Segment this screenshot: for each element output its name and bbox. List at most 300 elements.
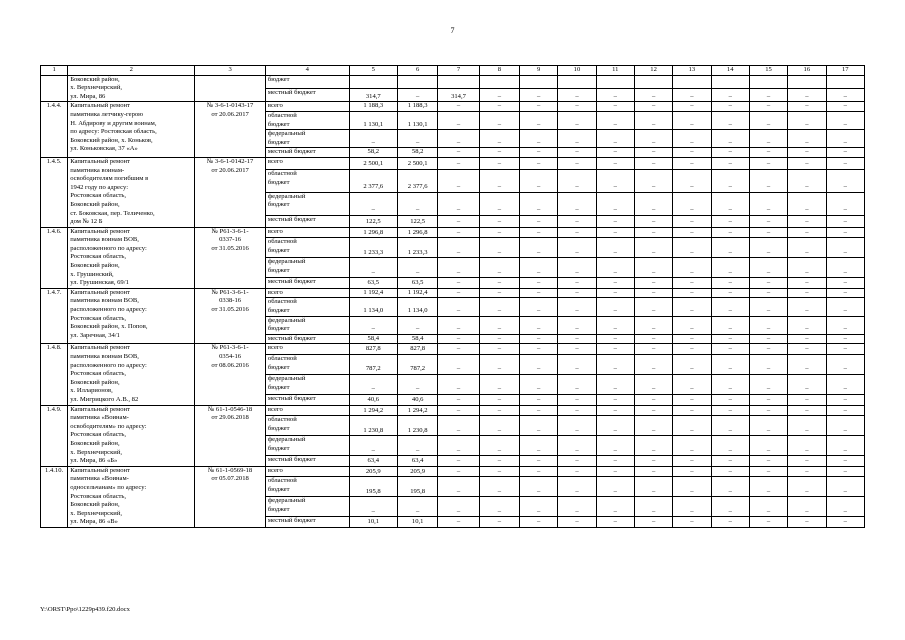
value-cell: – — [749, 227, 787, 238]
document-line: от 31.05.2016 — [211, 244, 249, 252]
document-cell — [195, 466, 266, 527]
value-cell: – — [634, 238, 672, 258]
value-cell: – — [520, 102, 558, 112]
column-number: 9 — [520, 66, 558, 76]
value-cell: – — [479, 258, 519, 278]
item-name-cell — [68, 466, 195, 527]
value-cell: – — [479, 238, 519, 258]
value-cell: – — [479, 436, 519, 456]
value-cell: 58,2 — [349, 148, 397, 158]
value-cell: – — [788, 354, 826, 374]
value-cell: – — [673, 477, 711, 497]
item-number-cell: 1.4.5. — [41, 157, 68, 227]
value-cell: – — [749, 456, 787, 467]
item-name-line: односельчанам» по адресу: — [70, 483, 147, 491]
value-cell: – — [711, 405, 749, 416]
item-name-line: по адресу: Ростовская область, — [70, 128, 157, 136]
value-cell: – — [749, 88, 787, 101]
value-cell: – — [788, 288, 826, 298]
value-cell — [398, 75, 438, 88]
document-line: 0337-16 — [219, 236, 242, 244]
page-number: 7 — [450, 26, 455, 35]
funding-source-cell — [265, 148, 349, 158]
value-cell: – — [558, 374, 596, 394]
item-name-line: Боковский район, — [70, 378, 120, 386]
value-cell: – — [826, 517, 865, 528]
value-cell: – — [479, 477, 519, 497]
value-cell: – — [520, 238, 558, 258]
value-cell: – — [558, 258, 596, 278]
value-cell: 1 134,0 — [398, 298, 438, 316]
funding-source-line: федеральный — [267, 497, 306, 505]
document-line: № 3-6-1-0142-17 — [206, 157, 254, 165]
value-cell: – — [558, 288, 596, 298]
item-number-cell: 1.4.6. — [41, 227, 68, 288]
item-name-line: расположенного по адресу: — [70, 244, 147, 252]
funding-source-line: бюджет — [267, 505, 290, 513]
table-row — [41, 466, 865, 477]
value-cell: 58,2 — [398, 148, 438, 158]
value-cell: – — [438, 102, 479, 112]
value-cell: – — [749, 111, 787, 129]
value-cell: – — [788, 278, 826, 289]
funding-source-line: бюджет — [267, 246, 290, 254]
item-name-line: Боковский район, — [70, 501, 120, 509]
funding-source-line: всего — [267, 288, 283, 296]
item-name-line: х. Верхнечирский, — [70, 509, 122, 517]
value-cell: – — [634, 227, 672, 238]
item-name-line: Боковский район, — [70, 75, 120, 83]
column-number: 1 — [41, 66, 68, 76]
item-name-line: ул. Заречная, 34/1 — [70, 331, 120, 339]
value-cell: – — [673, 456, 711, 467]
value-cell: – — [438, 278, 479, 289]
value-cell: – — [826, 316, 865, 334]
value-cell: – — [826, 88, 865, 101]
funding-source-cell — [265, 517, 349, 528]
value-cell: – — [826, 227, 865, 238]
value-cell: – — [634, 169, 672, 192]
value-cell: – — [398, 130, 438, 148]
value-cell: – — [438, 258, 479, 278]
value-cell: – — [673, 394, 711, 405]
value-cell: 205,9 — [398, 466, 438, 477]
item-name-cell — [68, 102, 195, 158]
value-cell: – — [749, 334, 787, 344]
table-row — [41, 288, 865, 298]
value-cell: – — [673, 374, 711, 394]
value-cell: – — [520, 316, 558, 334]
value-cell: – — [596, 169, 634, 192]
value-cell: – — [711, 148, 749, 158]
funding-source-cell — [265, 354, 349, 374]
item-name-line: Капитальный ремонт — [70, 227, 130, 235]
value-cell: – — [788, 394, 826, 405]
item-name-line: Ростовская область, — [70, 492, 127, 500]
value-cell: – — [788, 436, 826, 456]
value-cell: – — [673, 157, 711, 169]
document-cell — [195, 344, 266, 405]
value-cell: – — [749, 497, 787, 517]
funding-source-cell — [265, 215, 349, 227]
value-cell: – — [673, 416, 711, 436]
column-number: 4 — [265, 66, 349, 76]
value-cell — [438, 75, 479, 88]
item-name-line: Ростовская область, — [70, 253, 127, 261]
value-cell: 10,1 — [349, 517, 397, 528]
value-cell: – — [749, 130, 787, 148]
document-cell — [195, 75, 266, 102]
funding-source-line: областной — [267, 169, 297, 177]
value-cell — [711, 75, 749, 88]
value-cell: – — [749, 394, 787, 405]
value-cell: – — [479, 354, 519, 374]
item-name-line: дом № 12 Б — [70, 218, 103, 226]
value-cell: – — [826, 416, 865, 436]
funding-source-cell — [265, 111, 349, 129]
item-name-line: освободителям» по адресу: — [70, 422, 147, 430]
value-cell: – — [711, 394, 749, 405]
value-cell: – — [711, 169, 749, 192]
value-cell: 1 296,8 — [349, 227, 397, 238]
value-cell: – — [673, 130, 711, 148]
value-cell: – — [398, 192, 438, 215]
value-cell: – — [788, 192, 826, 215]
item-name-line: Н. Абдирову и другим воинам, — [70, 119, 157, 127]
funding-source-line: областной — [267, 354, 297, 362]
value-cell: – — [596, 344, 634, 355]
document-line: от 31.05.2016 — [211, 306, 249, 314]
funding-source-line: местный бюджет — [267, 456, 316, 464]
column-number: 2 — [68, 66, 195, 76]
value-cell: – — [711, 157, 749, 169]
item-name-line: памятника «Воинам- — [70, 475, 129, 483]
value-cell: – — [520, 354, 558, 374]
value-cell: – — [749, 192, 787, 215]
value-cell: – — [520, 258, 558, 278]
column-number: 10 — [558, 66, 596, 76]
value-cell: 40,6 — [398, 394, 438, 405]
value-cell: – — [558, 111, 596, 129]
value-cell — [826, 75, 865, 88]
value-cell: 1 294,2 — [349, 405, 397, 416]
value-cell: 787,2 — [349, 354, 397, 374]
value-cell — [673, 75, 711, 88]
value-cell: – — [826, 157, 865, 169]
value-cell: 2 500,1 — [398, 157, 438, 169]
value-cell: 314,7 — [438, 88, 479, 101]
value-cell: – — [634, 374, 672, 394]
value-cell: – — [788, 130, 826, 148]
item-name-line: памятника летчику-герою — [70, 110, 144, 118]
document-cell — [195, 288, 266, 344]
funding-source-line: федеральный — [267, 374, 306, 382]
value-cell: – — [398, 316, 438, 334]
value-cell: – — [826, 130, 865, 148]
value-cell: – — [634, 278, 672, 289]
value-cell: – — [438, 288, 479, 298]
value-cell: – — [826, 456, 865, 467]
value-cell: – — [349, 192, 397, 215]
column-number: 6 — [398, 66, 438, 76]
value-cell: – — [634, 416, 672, 436]
value-cell: – — [520, 169, 558, 192]
value-cell: – — [438, 157, 479, 169]
value-cell: – — [826, 192, 865, 215]
item-name-line: ул. Мира, 86 «В» — [70, 518, 118, 526]
value-cell: 195,8 — [349, 477, 397, 497]
column-number: 8 — [479, 66, 519, 76]
value-cell: – — [520, 215, 558, 227]
value-cell: – — [634, 88, 672, 101]
value-cell: – — [438, 192, 479, 215]
value-cell: – — [438, 477, 479, 497]
funding-source-cell — [265, 436, 349, 456]
value-cell: – — [596, 374, 634, 394]
value-cell: – — [596, 517, 634, 528]
item-name-line: расположенного по адресу: — [70, 361, 147, 369]
value-cell: – — [438, 405, 479, 416]
item-name-line: Боковский район, — [70, 262, 120, 270]
item-number-cell — [41, 75, 68, 102]
value-cell — [479, 75, 519, 88]
value-cell: – — [479, 88, 519, 101]
value-cell: – — [558, 436, 596, 456]
value-cell: – — [349, 436, 397, 456]
value-cell: – — [749, 258, 787, 278]
value-cell: – — [520, 416, 558, 436]
value-cell: – — [788, 334, 826, 344]
value-cell: – — [558, 192, 596, 215]
value-cell: – — [673, 148, 711, 158]
value-cell: – — [634, 215, 672, 227]
funding-source-cell — [265, 416, 349, 436]
value-cell: – — [634, 394, 672, 405]
value-cell: – — [438, 436, 479, 456]
value-cell: – — [673, 466, 711, 477]
value-cell: – — [349, 374, 397, 394]
value-cell: – — [558, 278, 596, 289]
value-cell — [788, 75, 826, 88]
value-cell: – — [673, 215, 711, 227]
value-cell: – — [673, 238, 711, 258]
funding-source-line: бюджет — [267, 266, 290, 274]
value-cell: – — [826, 344, 865, 355]
value-cell: – — [479, 466, 519, 477]
item-name-line: Ростовская область, — [70, 192, 127, 200]
value-cell: – — [634, 130, 672, 148]
value-cell: – — [826, 354, 865, 374]
document-line: № Р61-3-6-1- — [211, 344, 249, 352]
value-cell: – — [596, 354, 634, 374]
value-cell: – — [596, 192, 634, 215]
value-cell: – — [634, 334, 672, 344]
value-cell: – — [711, 130, 749, 148]
value-cell: – — [788, 238, 826, 258]
funding-source-cell — [265, 169, 349, 192]
value-cell: – — [826, 466, 865, 477]
item-name-line: 1942 году по адресу: — [70, 183, 129, 191]
value-cell: – — [596, 238, 634, 258]
value-cell: – — [596, 88, 634, 101]
value-cell: – — [711, 456, 749, 467]
value-cell: – — [788, 456, 826, 467]
value-cell: 122,5 — [349, 215, 397, 227]
value-cell: – — [826, 102, 865, 112]
value-cell: – — [596, 405, 634, 416]
value-cell: – — [349, 316, 397, 334]
value-cell: – — [596, 227, 634, 238]
value-cell: 58,4 — [398, 334, 438, 344]
value-cell: – — [826, 394, 865, 405]
funding-source-cell — [265, 334, 349, 344]
value-cell: – — [520, 405, 558, 416]
document-cell — [195, 227, 266, 288]
value-cell: – — [438, 416, 479, 436]
value-cell: – — [596, 477, 634, 497]
value-cell: – — [634, 456, 672, 467]
value-cell: – — [558, 157, 596, 169]
value-cell: 63,4 — [398, 456, 438, 467]
value-cell: 1 192,4 — [398, 288, 438, 298]
value-cell: – — [711, 334, 749, 344]
value-cell: – — [711, 215, 749, 227]
value-cell: – — [479, 394, 519, 405]
value-cell: – — [711, 374, 749, 394]
value-cell: – — [438, 497, 479, 517]
funding-source-line: бюджет — [267, 120, 290, 128]
value-cell: – — [788, 416, 826, 436]
value-cell: – — [438, 354, 479, 374]
value-cell: – — [520, 298, 558, 316]
funding-source-cell — [265, 238, 349, 258]
value-cell: – — [711, 192, 749, 215]
value-cell: – — [711, 436, 749, 456]
value-cell: – — [479, 288, 519, 298]
value-cell: – — [634, 354, 672, 374]
value-cell: – — [749, 354, 787, 374]
item-name-line: Боковский район, — [70, 439, 120, 447]
value-cell: – — [596, 102, 634, 112]
item-name-line: х. Верхнечирский, — [70, 84, 122, 92]
funding-source-cell — [265, 227, 349, 238]
value-cell: – — [558, 416, 596, 436]
value-cell: – — [558, 298, 596, 316]
value-cell: 10,1 — [398, 517, 438, 528]
document-line: от 20.06.2017 — [211, 110, 249, 118]
value-cell: 1 188,3 — [349, 102, 397, 112]
value-cell: – — [558, 344, 596, 355]
value-cell: – — [438, 344, 479, 355]
document-line: от 29.06.2018 — [211, 414, 249, 422]
value-cell: – — [479, 157, 519, 169]
value-cell: – — [711, 102, 749, 112]
item-name-line: ул. Коньковская, 37 «А» — [70, 145, 138, 153]
value-cell: – — [673, 517, 711, 528]
funding-source-line: бюджет — [267, 138, 290, 146]
document-line: от 20.06.2017 — [211, 166, 249, 174]
value-cell: – — [749, 238, 787, 258]
value-cell: – — [520, 227, 558, 238]
value-cell: – — [479, 169, 519, 192]
value-cell: – — [634, 102, 672, 112]
column-number: 13 — [673, 66, 711, 76]
value-cell: 40,6 — [349, 394, 397, 405]
item-number-cell: 1.4.10. — [41, 466, 68, 527]
value-cell: – — [749, 466, 787, 477]
funding-source-cell — [265, 130, 349, 148]
value-cell: – — [788, 497, 826, 517]
value-cell: – — [711, 477, 749, 497]
item-name-cell — [68, 288, 195, 344]
funding-source-line: бюджет — [267, 75, 290, 83]
funding-source-line: федеральный — [267, 436, 306, 444]
funding-source-line: местный бюджет — [267, 88, 316, 96]
item-name-line: х. Грушинский, — [70, 270, 114, 278]
document-line: от 05.07.2018 — [211, 475, 249, 483]
funding-source-line: местный бюджет — [267, 394, 316, 402]
funding-source-line: бюджет — [267, 424, 290, 432]
funding-source-cell — [265, 157, 349, 169]
funding-source-cell — [265, 405, 349, 416]
value-cell: – — [634, 258, 672, 278]
value-cell: – — [398, 88, 438, 101]
value-cell: – — [596, 278, 634, 289]
value-cell: – — [673, 436, 711, 456]
value-cell: – — [634, 436, 672, 456]
value-cell: – — [634, 477, 672, 497]
value-cell: – — [749, 344, 787, 355]
item-name-line: Боковский район, — [70, 200, 120, 208]
value-cell: – — [520, 497, 558, 517]
column-number: 7 — [438, 66, 479, 76]
value-cell: – — [788, 157, 826, 169]
value-cell: 1 230,8 — [398, 416, 438, 436]
value-cell: – — [520, 477, 558, 497]
value-cell: – — [634, 288, 672, 298]
value-cell: – — [673, 497, 711, 517]
funding-source-line: местный бюджет — [267, 215, 316, 223]
funding-source-line: областной — [267, 111, 297, 119]
table-row — [41, 344, 865, 355]
value-cell: 1 296,8 — [398, 227, 438, 238]
value-cell: – — [479, 227, 519, 238]
value-cell: 63,5 — [398, 278, 438, 289]
funding-source-line: федеральный — [267, 316, 306, 324]
value-cell — [558, 75, 596, 88]
table-body — [41, 66, 865, 528]
value-cell: – — [711, 238, 749, 258]
funding-source-cell — [265, 394, 349, 405]
value-cell: – — [788, 344, 826, 355]
value-cell: – — [558, 88, 596, 101]
funding-source-cell — [265, 477, 349, 497]
value-cell: – — [788, 227, 826, 238]
value-cell: – — [749, 298, 787, 316]
value-cell: – — [826, 215, 865, 227]
item-name-line: ул. Мигрицкого А.В., 82 — [70, 395, 139, 403]
value-cell: – — [596, 394, 634, 405]
value-cell: – — [596, 316, 634, 334]
value-cell: – — [711, 258, 749, 278]
value-cell: – — [438, 298, 479, 316]
funding-source-cell — [265, 278, 349, 289]
funding-source-cell — [265, 258, 349, 278]
value-cell: – — [479, 416, 519, 436]
value-cell: – — [673, 344, 711, 355]
funding-source-line: всего — [267, 157, 283, 165]
column-number: 14 — [711, 66, 749, 76]
